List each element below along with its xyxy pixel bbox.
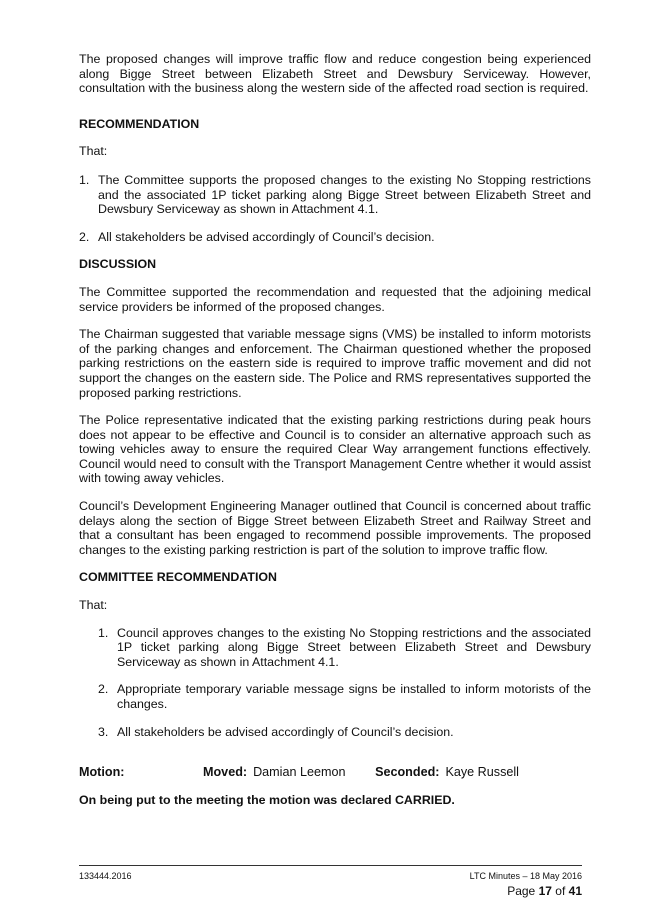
recommendation-heading: RECOMMENDATION [79,116,200,131]
committee-lead: That: [79,598,108,613]
list-text: Council approves changes to the existing No Stopping restrictions and the associated 1P ticket parking along Bigge Street between Elizabeth Street and Dewsbury Serviceway as shown in Attachment 4.1. [117,625,591,669]
discussion-paragraph: The Police representative indicated that the existing parking restrictions during peak hours does not appear to be effective and Council is to consider an alternative approach such as towing vehicles away to ensure the required Clear Way arrangement functions effectively. Council would need to consult with the Transport Management Centre whether it would assist with towing away vehicles. [79,413,591,486]
list-number: 1. [79,172,90,187]
committee-list [98,626,591,740]
motion-row [79,765,591,780]
page-number [507,884,582,899]
motion-outcome: On being put to the meeting the motion was declared CARRIED. [79,792,455,807]
motion-label: Motion: [79,765,125,780]
list-text: The Committee supports the proposed changes to the existing No Stopping restrictions and the associated 1P ticket parking along Bigge Street between Elizabeth Street and Dewsbury Serviceway as shown in Attachment 4.1. [98,172,591,217]
list-item [79,230,591,245]
list-number: 3. [98,724,109,739]
recommendation-list [79,173,591,244]
committee-heading: COMMITTEE RECOMMENDATION [79,570,278,585]
recommendation-lead: That: [79,144,108,159]
page-total: 41 [568,884,582,898]
seconded-by: Kaye Russell [445,765,519,780]
moved-label: Moved: [203,765,248,780]
discussion-heading: DISCUSSION [79,257,157,272]
document-body [79,52,591,807]
footer-divider [79,865,582,866]
footer [79,869,582,884]
list-item [98,626,591,670]
list-text: All stakeholders be advised accordingly of Council’s decision. [117,724,454,739]
page-word: Page [507,884,536,898]
list-text: All stakeholders be advised accordingly of Council’s decision. [98,229,435,244]
list-text: Appropriate temporary variable message signs be installed to inform motorists of the changes. [117,682,591,711]
discussion-paragraph: Council’s Development Engineering Manager outlined that Council is concerned about traffic delays along the section of Bigge Street between Elizabeth Street and Railway Street and that a consultant has been engaged to recommend possible improvements. The proposed changes to the existing parking restriction is part of the solution to improve traffic flow. [79,499,591,557]
intro-paragraph: The proposed changes will improve traffic flow and reduce congestion being experienced along Bigge Street between Elizabeth Street and Dewsbury Serviceway. However, consultation with the business along the western side of the affected road section is required. [79,52,591,96]
list-number: 1. [98,625,109,640]
page-of: of [555,884,566,898]
list-item [98,682,591,711]
document-reference: 133444.2016 [79,871,132,881]
moved-by: Damian Leemon [253,765,346,780]
list-item [79,173,591,217]
document-title: LTC Minutes – 18 May 2016 [469,871,582,881]
list-number: 2. [98,682,109,697]
discussion-paragraph: The Chairman suggested that variable message signs (VMS) be installed to inform motorists of the parking changes and enforcement. The Chairman questioned whether the proposed parking restrictions on the eastern side is required to improve traffic movement and did not support the changes on the eastern side. The Police and RMS representatives supported the proposed parking restrictions. [79,327,591,400]
page-current: 17 [538,884,552,898]
discussion-paragraph: The Committee supported the recommendation and requested that the adjoining medical service providers be informed of the proposed changes. [79,284,591,314]
list-item [98,725,591,740]
list-number: 2. [79,229,90,244]
seconded-label: Seconded: [375,765,440,780]
